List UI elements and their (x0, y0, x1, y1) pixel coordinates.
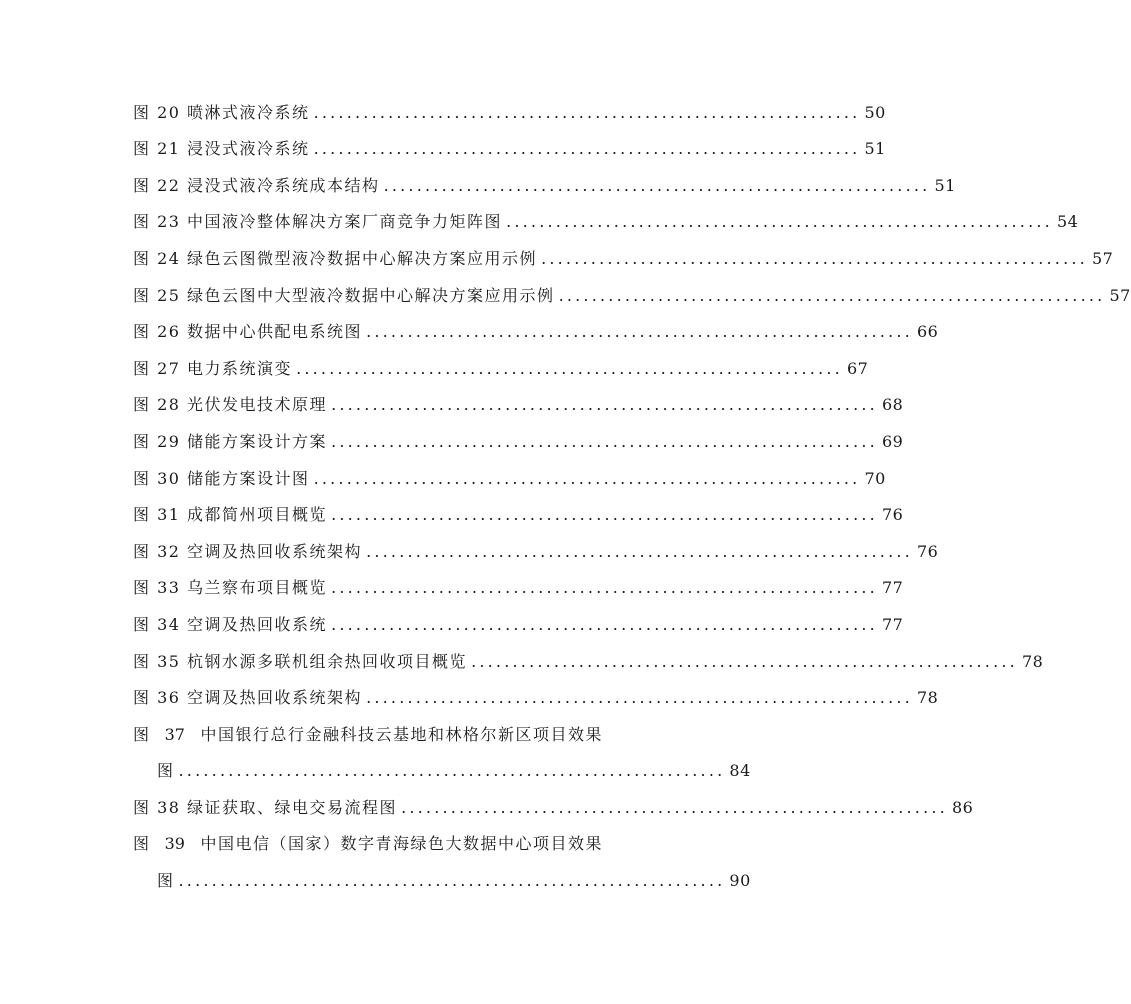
page-number: 78 (916, 688, 939, 708)
toc-entry[interactable] (133, 196, 1079, 233)
entry-label: 图 22 浸没式液冷系统成本结构 (133, 175, 380, 195)
toc-entry[interactable] (133, 781, 974, 818)
page-number: 76 (916, 541, 939, 561)
dot-leader: .................................................................. (313, 468, 861, 488)
dot-leader: .................................................................. (178, 871, 726, 891)
entry-label: 图 25 绿色云图中大型液冷数据中心解决方案应用示例 (133, 285, 555, 305)
page-number: 69 (881, 431, 904, 451)
figure-number: 39 (164, 834, 185, 854)
table-of-figures (133, 86, 1131, 891)
dot-leader: .................................................................. (541, 248, 1088, 268)
entry-label: 图 32 空调及热回收系统架构 (133, 541, 363, 561)
toc-entry[interactable] (133, 86, 886, 123)
dot-leader: .................................................................. (178, 761, 726, 781)
entry-label: 图 33 乌兰察布项目概览 (133, 578, 328, 598)
toc-entry[interactable] (133, 489, 904, 526)
toc-entry[interactable] (133, 306, 939, 343)
dot-leader: .................................................................. (366, 541, 913, 561)
toc-entry[interactable] (133, 269, 1131, 306)
dot-leader: .................................................................. (331, 505, 878, 525)
dot-leader: .................................................................. (558, 285, 1106, 305)
page-number: 86 (951, 797, 974, 817)
toc-entry[interactable] (133, 123, 886, 160)
toc-entry[interactable] (133, 672, 939, 709)
dot-leader: .................................................................. (506, 212, 1053, 232)
page-number: 78 (1021, 651, 1044, 671)
toc-entry-37-line1[interactable] (133, 708, 603, 745)
toc-entry-39-line2[interactable] (133, 854, 751, 891)
entry-label: 图 24 绿色云图微型液冷数据中心解决方案应用示例 (133, 248, 538, 268)
entry-label: 图 20 喷淋式液冷系统 (133, 102, 310, 122)
entry-label: 图 23 中国液冷整体解决方案厂商竞争力矩阵图 (133, 212, 503, 232)
dot-leader: .................................................................. (331, 578, 878, 598)
page-number: 76 (881, 505, 904, 525)
page-number: 57 (1109, 285, 1131, 305)
dot-leader: .................................................................. (366, 688, 913, 708)
figure-number: 37 (164, 724, 185, 744)
dot-leader: .................................................................. (471, 651, 1018, 671)
toc-entry[interactable] (133, 415, 904, 452)
toc-entry[interactable] (133, 232, 1114, 269)
entry-label: 图 34 空调及热回收系统 (133, 614, 328, 634)
dot-leader: .................................................................. (331, 431, 878, 451)
entry-label: 图 26 数据中心供配电系统图 (133, 322, 363, 342)
dot-leader: .................................................................. (383, 175, 931, 195)
page-number: 77 (881, 578, 904, 598)
toc-entry[interactable] (133, 159, 956, 196)
dot-leader: .................................................................. (331, 614, 878, 634)
toc-entry[interactable] (133, 379, 904, 416)
toc-entry[interactable] (133, 598, 904, 635)
page-number: 68 (881, 395, 904, 415)
page-number: 51 (934, 175, 956, 195)
figure-prefix: 图 (133, 724, 150, 744)
toc-entry-37-line2[interactable] (133, 745, 751, 782)
dot-leader: .................................................................. (313, 102, 861, 122)
entry-label: 图 36 空调及热回收系统架构 (133, 688, 363, 708)
page-number: 84 (729, 761, 751, 781)
page-number: 67 (846, 358, 869, 378)
page-number: 51 (864, 139, 886, 159)
toc-entry[interactable] (133, 525, 939, 562)
entry-label: 图 27 电力系统演变 (133, 358, 293, 378)
toc-entry[interactable] (133, 452, 886, 489)
entry-label: 图 28 光伏发电技术原理 (133, 395, 328, 415)
page-number: 50 (864, 102, 886, 122)
dot-leader: .................................................................. (401, 797, 948, 817)
dot-leader: .................................................................. (313, 139, 861, 159)
entry-title: 中国电信（国家）数字青海绿色大数据中心项目效果 (200, 834, 603, 854)
page-number: 54 (1056, 212, 1079, 232)
entry-label: 图 31 成都简州项目概览 (133, 505, 328, 525)
page-number: 57 (1091, 248, 1114, 268)
page-number: 70 (864, 468, 886, 488)
entry-label: 图 21 浸没式液冷系统 (133, 139, 310, 159)
entry-label-continued: 图 (157, 871, 175, 891)
entry-label: 图 35 杭钢水源多联机组余热回收项目概览 (133, 651, 468, 671)
page-number: 66 (916, 322, 939, 342)
figure-prefix: 图 (133, 834, 150, 854)
entry-label-continued: 图 (157, 761, 175, 781)
dot-leader: .................................................................. (366, 322, 913, 342)
toc-entry[interactable] (133, 562, 904, 599)
dot-leader: .................................................................. (331, 395, 878, 415)
entry-label: 图 30 储能方案设计图 (133, 468, 310, 488)
entry-label: 图 29 储能方案设计方案 (133, 431, 328, 451)
toc-entry-39-line1[interactable] (133, 818, 603, 855)
toc-entry[interactable] (133, 342, 869, 379)
dot-leader: .................................................................. (296, 358, 843, 378)
page-number: 90 (729, 871, 751, 891)
entry-label: 图 38 绿证获取、绿电交易流程图 (133, 797, 398, 817)
toc-entry[interactable] (133, 635, 1044, 672)
page-number: 77 (881, 614, 904, 634)
entry-title: 中国银行总行金融科技云基地和林格尔新区项目效果 (200, 724, 603, 744)
